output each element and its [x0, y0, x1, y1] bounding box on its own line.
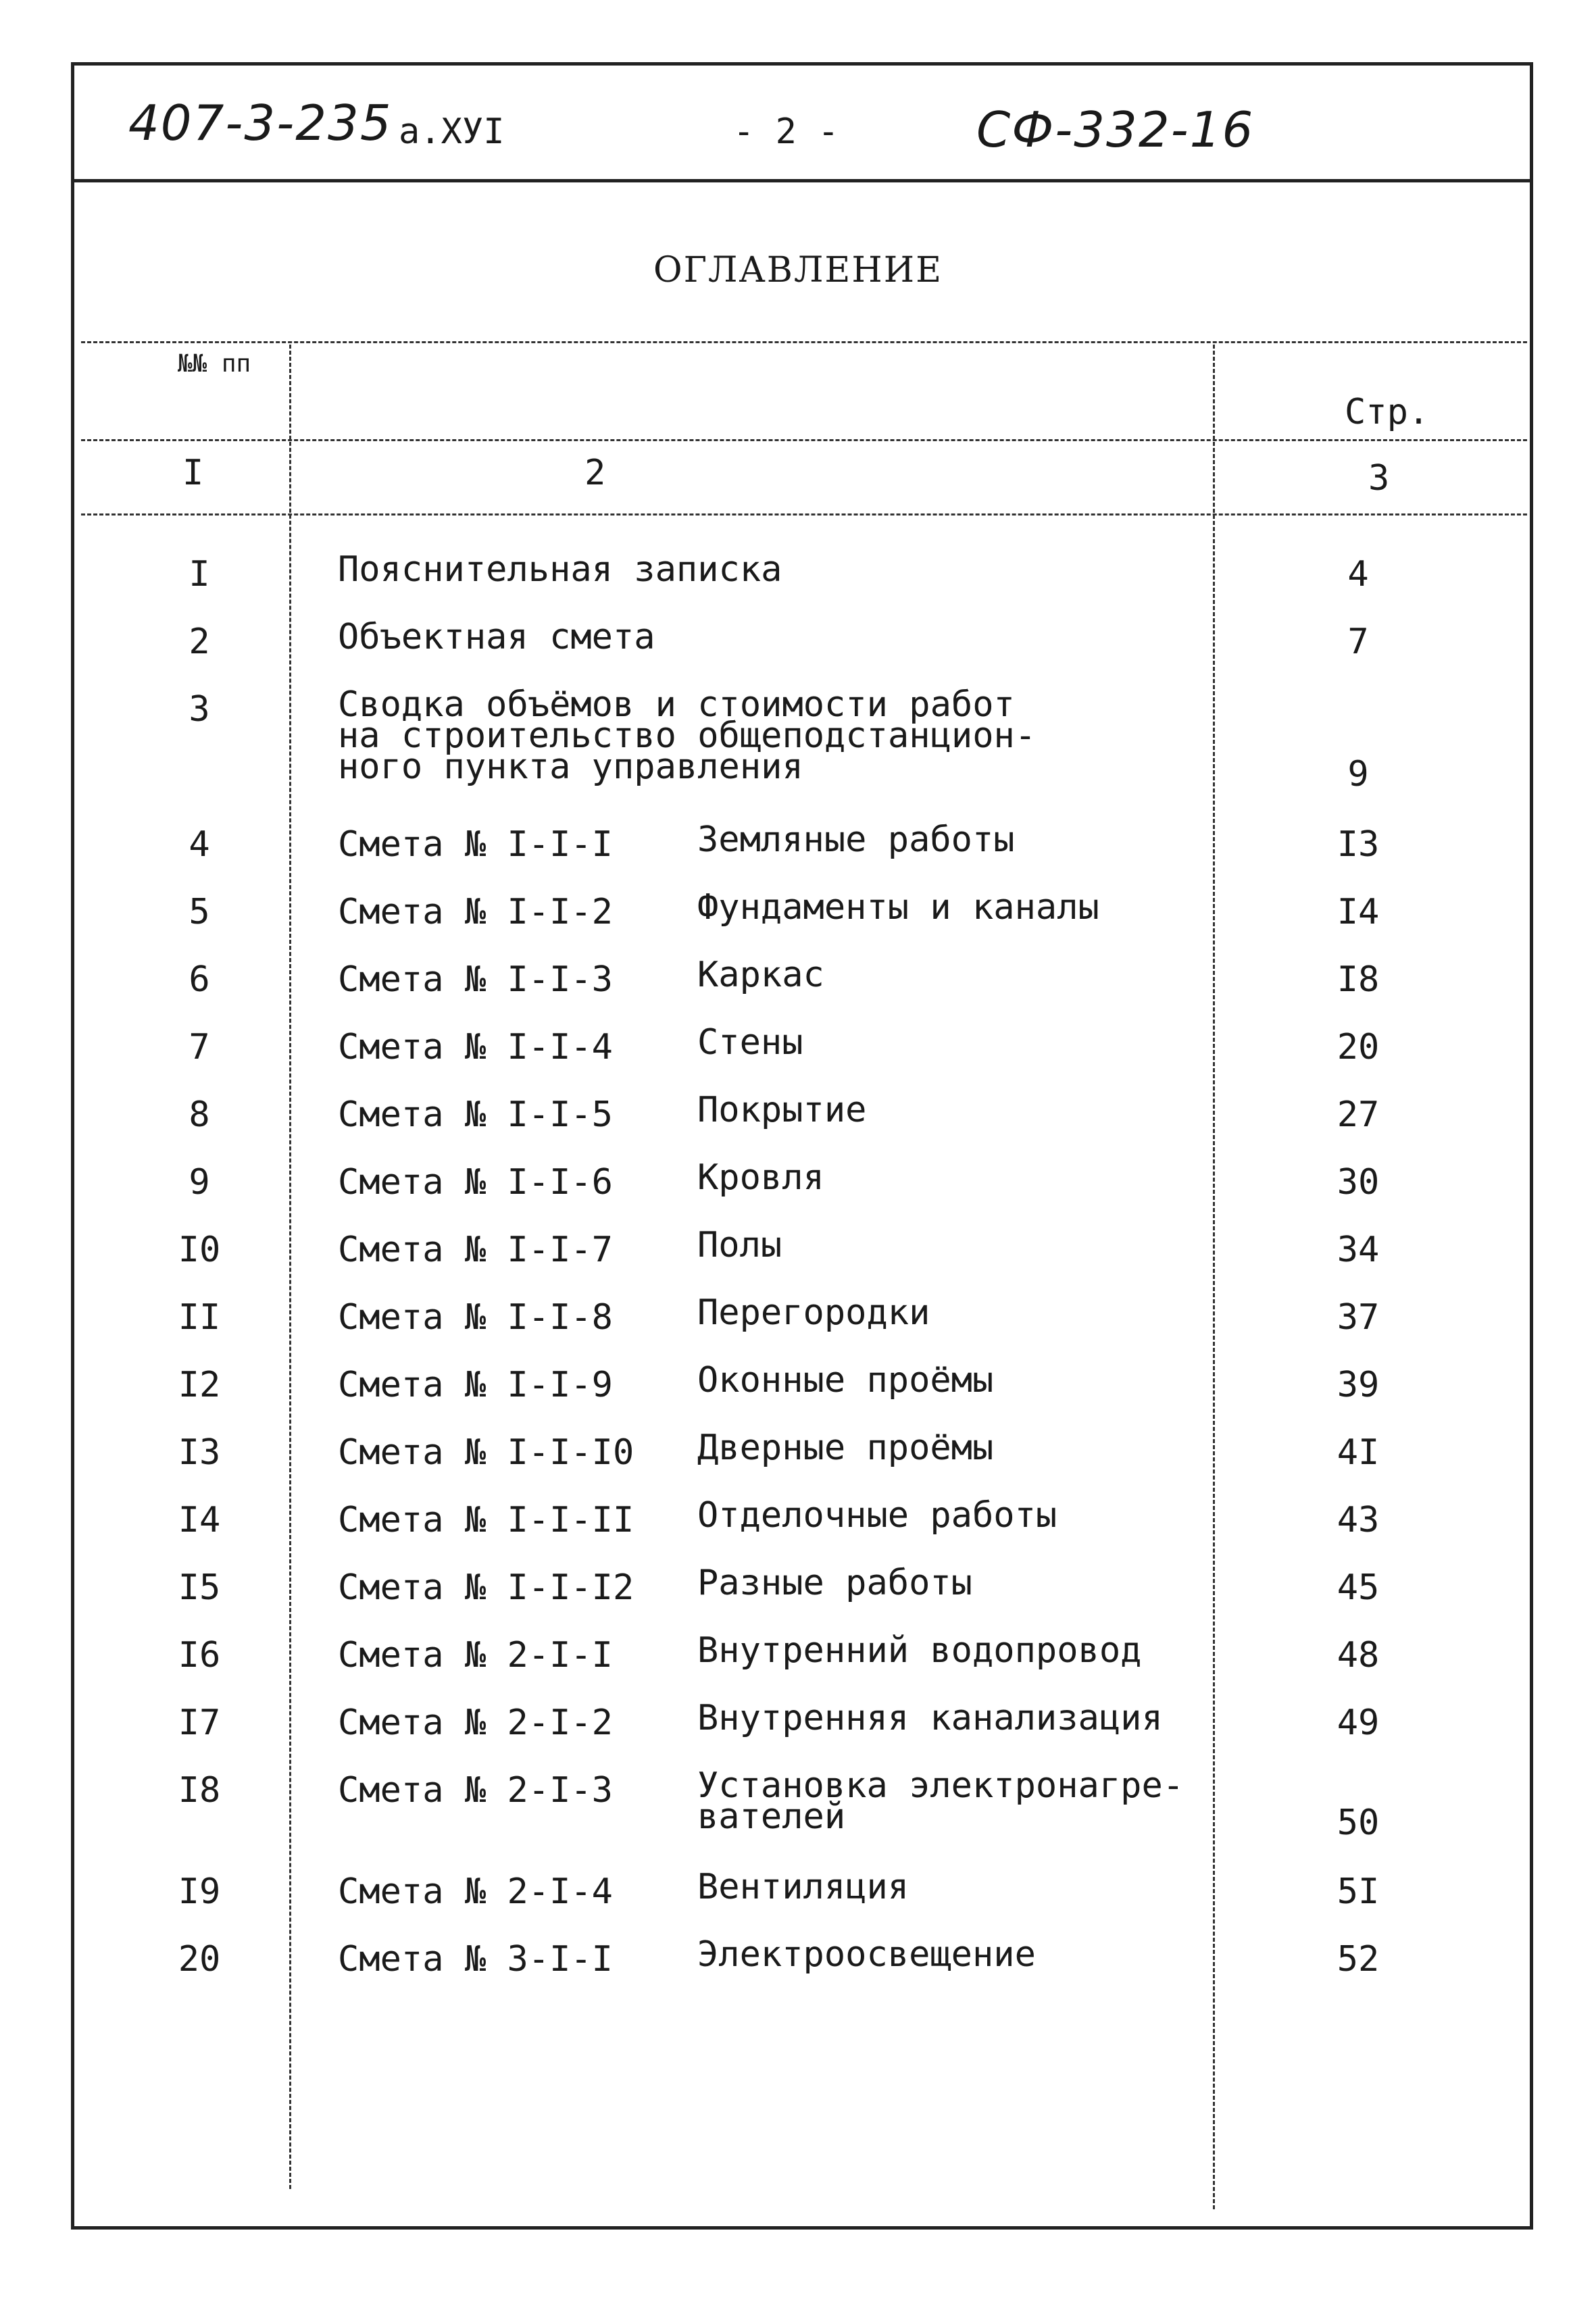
estimate-name: Кровля	[697, 1157, 824, 1198]
estimate-number: Смета № I-I-3	[338, 959, 613, 1000]
column-index-1: I	[182, 453, 204, 493]
row-number: I3	[178, 1432, 221, 1473]
estimate-number: Смета № I-I-I0	[338, 1432, 634, 1473]
row-number: 6	[189, 959, 210, 1000]
estimate-name: Внутренняя канализация	[697, 1698, 1163, 1738]
row-number: 3	[189, 689, 210, 730]
row-number: I	[189, 554, 210, 595]
estimate-name: Полы	[697, 1225, 782, 1265]
estimate-number: Смета № 2-I-I	[338, 1635, 613, 1676]
estimate-name: Отделочные работы	[697, 1495, 1057, 1536]
row-title: Сводка объёмов и стоимости работ на строительство общеподстанцион- ного пункта управления	[338, 684, 1037, 787]
column-divider-2	[1213, 345, 1215, 2209]
estimate-name: Перегородки	[697, 1292, 930, 1333]
row-number: 2	[189, 622, 210, 662]
row-page: 45	[1337, 1567, 1380, 1608]
estimate-number: Смета № I-I-I	[338, 824, 613, 865]
estimate-number: Смета № I-I-7	[338, 1230, 613, 1270]
row-title: Объектная смета	[338, 617, 655, 657]
estimate-name: Покрытие	[697, 1090, 867, 1130]
row-page: I8	[1337, 959, 1380, 1000]
estimate-name: Дверные проёмы	[697, 1428, 994, 1468]
estimate-name: Внутренний водопровод	[697, 1630, 1142, 1671]
row-number: I6	[178, 1635, 221, 1676]
row-page: I3	[1337, 824, 1380, 865]
row-title: Пояснительная записка	[338, 549, 782, 590]
row-page: 50	[1337, 1803, 1380, 1843]
row-number: I8	[178, 1770, 221, 1811]
row-number: I0	[178, 1230, 221, 1270]
row-number: 8	[189, 1095, 210, 1135]
estimate-name: Установка электронагре- вателей	[697, 1765, 1184, 1837]
row-number: 4	[189, 824, 210, 865]
row-page: 5I	[1337, 1871, 1380, 1912]
estimate-name: Вентиляция	[697, 1867, 909, 1907]
row-page: 20	[1337, 1027, 1380, 1067]
document-code: СФ-332-16	[976, 101, 1255, 158]
row-page: 27	[1337, 1095, 1380, 1135]
table-number-rule	[81, 513, 1527, 515]
row-page: 4I	[1337, 1432, 1380, 1473]
row-page: 30	[1337, 1162, 1380, 1203]
row-page: I4	[1337, 892, 1380, 932]
table-top-rule	[81, 341, 1527, 343]
table-header-rule	[81, 439, 1527, 441]
column-header-number: №№ пп	[177, 350, 251, 378]
estimate-number: Смета № I-I-9	[338, 1365, 613, 1405]
row-number: I2	[178, 1365, 221, 1405]
estimate-name: Разные работы	[697, 1563, 972, 1603]
row-number: I5	[178, 1567, 221, 1608]
row-number: I4	[178, 1500, 221, 1540]
row-page: 49	[1337, 1703, 1380, 1743]
estimate-number: Смета № I-I-8	[338, 1297, 613, 1338]
estimate-number: Смета № 2-I-4	[338, 1871, 613, 1912]
row-page: 39	[1337, 1365, 1380, 1405]
row-number: 9	[189, 1162, 210, 1203]
estimate-name: Электроосвещение	[697, 1934, 1036, 1975]
row-number: II	[178, 1297, 221, 1338]
row-number: I9	[178, 1871, 221, 1912]
estimate-number: Смета № 2-I-2	[338, 1703, 613, 1743]
column-divider-1	[289, 345, 291, 2189]
estimate-name: Каркас	[697, 955, 824, 995]
estimate-name: Земляные работы	[697, 820, 1015, 860]
row-number: 7	[189, 1027, 210, 1067]
album-number: а.ХУI	[399, 111, 505, 152]
estimate-number: Смета № I-I-4	[338, 1027, 613, 1067]
row-page: 52	[1337, 1939, 1380, 1980]
column-index-3: 3	[1368, 458, 1390, 499]
header-divider	[71, 179, 1533, 182]
estimate-number: Смета № I-I-5	[338, 1095, 613, 1135]
page-marker: - 2 -	[733, 111, 839, 152]
estimate-number: Смета № I-I-II	[338, 1500, 634, 1540]
row-page: 34	[1337, 1230, 1380, 1270]
row-page: 37	[1337, 1297, 1380, 1338]
series-number: 407-3-235	[128, 95, 393, 151]
page-title: ОГЛАВЛЕНИЕ	[653, 250, 943, 291]
estimate-name: Оконные проёмы	[697, 1360, 994, 1401]
row-number: 5	[189, 892, 210, 932]
estimate-name: Фундаменты и каналы	[697, 887, 1099, 928]
row-page: 4	[1347, 554, 1369, 595]
column-index-2: 2	[584, 453, 606, 493]
estimate-number: Смета № I-I-6	[338, 1162, 613, 1203]
row-page: 9	[1347, 754, 1369, 795]
column-header-page: Стр.	[1345, 392, 1430, 432]
estimate-number: Смета № 2-I-3	[338, 1770, 613, 1811]
row-page: 48	[1337, 1635, 1380, 1676]
estimate-number: Смета № I-I-I2	[338, 1567, 634, 1608]
row-page: 43	[1337, 1500, 1380, 1540]
row-number: I7	[178, 1703, 221, 1743]
estimate-name: Стены	[697, 1022, 803, 1063]
row-number: 20	[178, 1939, 221, 1980]
estimate-number: Смета № I-I-2	[338, 892, 613, 932]
row-page: 7	[1347, 622, 1369, 662]
estimate-number: Смета № 3-I-I	[338, 1939, 613, 1980]
